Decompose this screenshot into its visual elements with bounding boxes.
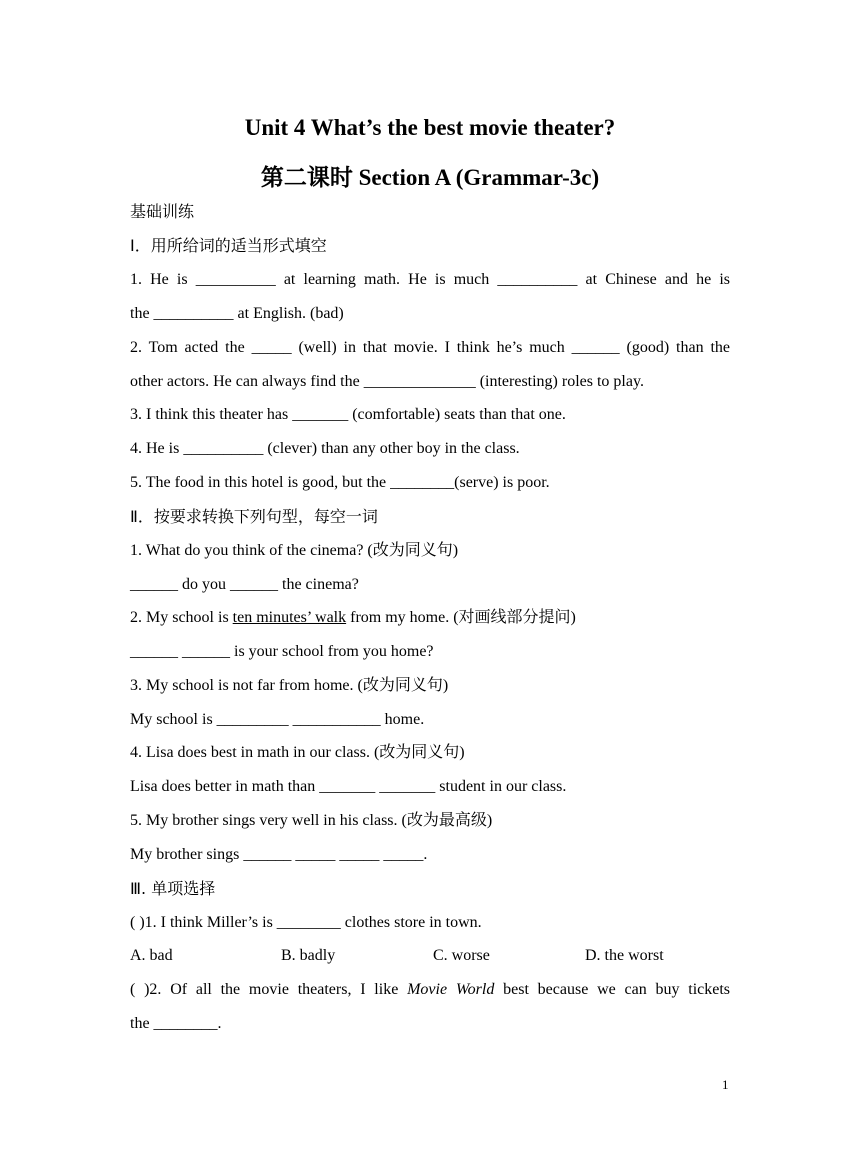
part1-q1-line2: the __________ at English. (bad) xyxy=(130,305,344,322)
part3-heading: Ⅲ. 单项选择 xyxy=(130,879,216,898)
part3-q2-prefix: ( )2. Of all the movie theaters, I like xyxy=(130,981,408,998)
part3-q1: ( )1. I think Miller’s is ________ clothes store in town. xyxy=(130,914,482,931)
part2-q4: 4. Lisa does best in math in our class. (改为同义句) xyxy=(130,744,465,761)
section-basic-heading: 基础训练 xyxy=(130,202,195,221)
part2-q1: 1. What do you think of the cinema? (改为同义句) xyxy=(130,542,459,559)
part3-q1-options xyxy=(130,946,730,966)
part2-q2-underlined: ten minutes’ walk xyxy=(232,609,347,626)
part1-q2-line2: other actors. He can always find the ______________ (interesting) roles to play. xyxy=(130,373,644,390)
part2-q5-answer: My brother sings ______ _____ _____ _____. xyxy=(130,846,428,863)
part2-q5: 5. My brother sings very well in his class. (改为最高级) xyxy=(130,812,493,829)
part1-heading: Ⅰ．用所给词的适当形式填空 xyxy=(130,236,327,255)
part1-q2-line1: 2. Tom acted the _____ (well) in that movie. I think he’s much ______ (good) than the xyxy=(130,339,730,356)
document-subtitle: 第二课时 Section A (Grammar-3c) xyxy=(260,165,600,190)
part1-q1-line1: 1. He is __________ at learning math. He is much __________ at Chinese and he is xyxy=(130,271,730,288)
option-d: D. the worst xyxy=(585,947,664,964)
part2-q3-answer: My school is _________ ___________ home. xyxy=(130,711,425,728)
part1-q3: 3. I think this theater has _______ (comfortable) seats than that one. xyxy=(130,406,566,423)
part2-q2-answer: ______ ______ is your school from you home? xyxy=(130,643,434,660)
part2-q2-prefix: 2. My school is xyxy=(130,609,233,626)
option-a: A. bad xyxy=(130,947,173,964)
part2-q4-answer: Lisa does better in math than _______ _______ student in our class. xyxy=(130,778,567,795)
document-title: Unit 4 What’s the best movie theater? xyxy=(244,115,616,140)
option-b: B. badly xyxy=(281,947,336,964)
part3-q2-suffix: best because we can buy tickets xyxy=(494,981,731,998)
part2-q2 xyxy=(130,608,730,628)
part3-q2-italic: Movie World xyxy=(407,981,495,998)
part3-q2-line2: the ________. xyxy=(130,1015,222,1032)
part1-q5: 5. The food in this hotel is good, but the ________(serve) is poor. xyxy=(130,474,550,491)
part2-q2-suffix: from my home. (对画线部分提问) xyxy=(346,609,576,626)
part3-q2-line1 xyxy=(130,980,730,1000)
option-c: C. worse xyxy=(433,947,490,964)
page-number: 1 xyxy=(722,1077,729,1092)
part1-q4: 4. He is __________ (clever) than any other boy in the class. xyxy=(130,440,520,457)
part2-heading: Ⅱ．按要求转换下列句型，每空一词 xyxy=(130,507,378,526)
part2-q1-answer: ______ do you ______ the cinema? xyxy=(130,576,359,593)
part2-q3: 3. My school is not far from home. (改为同义句) xyxy=(130,677,449,694)
